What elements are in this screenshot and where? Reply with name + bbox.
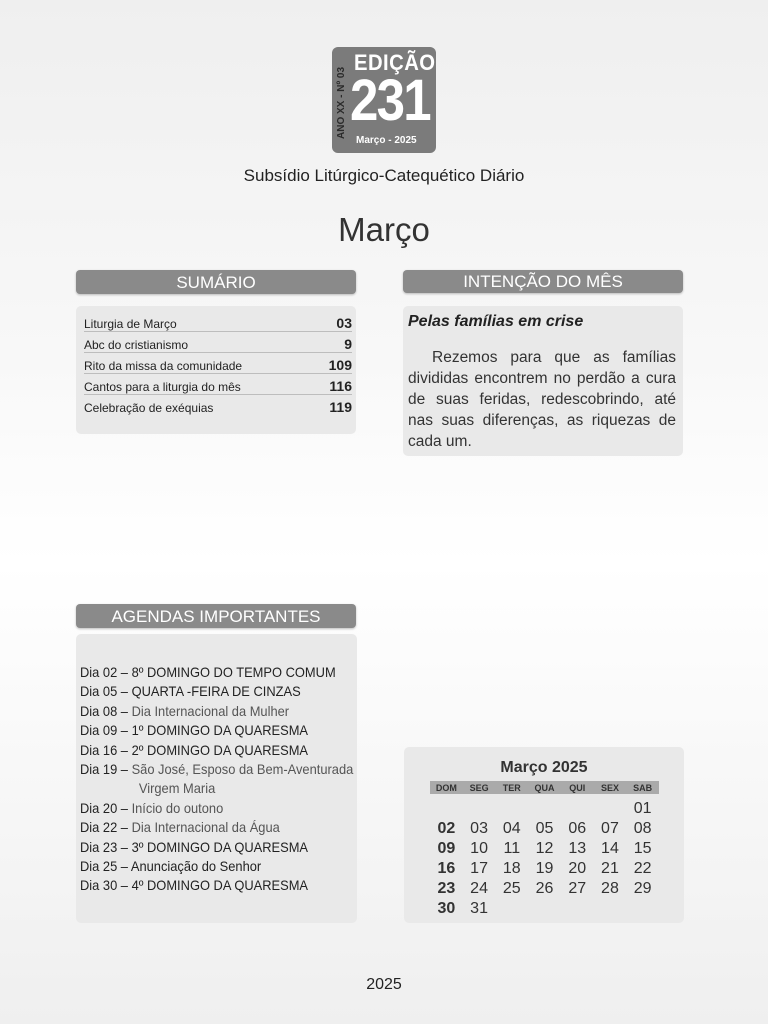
agenda-text: 2º DOMINGO DA QUARESMA	[131, 741, 309, 758]
calendar-day: 19	[535, 860, 554, 877]
calendar-day: 09	[437, 840, 456, 857]
calendar-day: 16	[437, 860, 456, 877]
intention-heading: Pelas famílias em crise	[408, 313, 584, 330]
agenda-item-continuation	[80, 779, 328, 798]
calendar-day: 10	[470, 840, 488, 857]
agenda-text: Anunciação do Senhor	[130, 858, 262, 875]
publication-subtitle: Subsídio Litúrgico-Catequético Diário	[243, 166, 525, 185]
calendar-day	[561, 799, 594, 819]
calendar-day: 03	[470, 820, 488, 837]
agenda-text: Dia Internacional da Água	[131, 819, 280, 836]
summary-item-label: Cantos para a liturgia do mês	[84, 380, 241, 394]
calendar-day	[594, 899, 627, 919]
edition-badge	[332, 47, 436, 153]
calendar-day: 18	[502, 860, 521, 877]
calendar-day: 28	[601, 880, 619, 897]
agenda-text: 4º DOMINGO DA QUARESMA	[131, 877, 309, 894]
calendar-weekday: SEX	[600, 783, 619, 793]
calendar-day: 31	[470, 900, 488, 917]
agenda-text: Início do outono	[131, 799, 224, 816]
calendar-day: 06	[568, 820, 587, 837]
summary-row	[84, 311, 352, 332]
calendar-week	[430, 899, 659, 919]
calendar-week	[430, 819, 659, 839]
footer-year: 2025	[366, 976, 402, 993]
calendar-weekday: QUI	[569, 783, 586, 793]
calendar-day: 15	[633, 840, 652, 857]
agenda-item	[80, 741, 328, 760]
summary-header: SUMÁRIO	[76, 270, 356, 294]
agenda-item	[80, 818, 328, 837]
calendar-day: 21	[601, 860, 619, 877]
agenda-text: 3º DOMINGO DA QUARESMA	[131, 838, 309, 855]
intention-text: Rezemos para que as famílias divididas encontrem no perdão a cura de suas feridas, redescobrindo, até nas suas diferenças, as riquezas de cada um.	[408, 349, 676, 450]
agenda-text: 8º DOMINGO DO TEMPO COMUM	[131, 664, 336, 680]
calendar-day	[528, 799, 561, 819]
summary-list	[84, 311, 352, 415]
summary-item-page: 119	[329, 399, 352, 415]
calendar-week	[430, 799, 659, 819]
calendar-weekday: QUA	[534, 783, 555, 793]
agenda-item	[80, 721, 328, 740]
agenda-text-continuation: Virgem Maria	[138, 780, 216, 797]
calendar-day: 12	[535, 840, 554, 857]
calendar-day: 05	[535, 820, 554, 837]
edition-year-number: ANO XX - Nº 03	[336, 66, 347, 139]
agenda-item	[80, 760, 354, 779]
agenda-text: QUARTA -FEIRA DE CINZAS	[131, 683, 301, 700]
agenda-text: Dia Internacional da Mulher	[131, 702, 290, 719]
calendar-day: 22	[633, 860, 652, 877]
edition-date: Março - 2025	[356, 135, 417, 146]
calendar-day: 14	[601, 840, 619, 857]
summary-item-page: 9	[344, 336, 352, 352]
calendar-weekday: SAB	[633, 783, 653, 793]
calendar-day: 11	[503, 840, 521, 857]
agenda-day: Dia 23 –	[80, 838, 128, 855]
agenda-item	[80, 857, 328, 876]
agenda-day: Dia 30 –	[80, 877, 128, 894]
agenda-text: 1º DOMINGO DA QUARESMA	[131, 722, 309, 739]
calendar-day: 30	[437, 900, 456, 917]
calendar-day: 27	[568, 880, 587, 897]
summary-item-page: 116	[329, 378, 352, 394]
agenda-day: Dia 22 –	[80, 819, 128, 836]
agenda-item	[80, 702, 328, 721]
calendar-day	[528, 899, 561, 919]
calendar-day: 29	[633, 880, 652, 897]
summary-item-label: Abc do cristianismo	[84, 338, 189, 352]
calendar-day: 04	[502, 820, 521, 837]
month-title: Março	[338, 211, 430, 248]
summary-row	[84, 332, 352, 353]
calendar-grid	[430, 799, 659, 919]
agenda-day: Dia 25 –	[80, 858, 128, 875]
agenda-day: Dia 20 –	[80, 799, 128, 816]
calendar-day: 20	[568, 860, 587, 877]
agenda-day: Dia 02 –	[80, 664, 128, 680]
edition-label: EDIÇÃO	[354, 50, 436, 75]
summary-row	[84, 395, 352, 415]
summary-item-label: Liturgia de Março	[84, 317, 177, 331]
calendar-day: 17	[470, 860, 488, 877]
calendar-day: 23	[437, 880, 456, 897]
calendar-day: 13	[568, 840, 587, 857]
agenda-header: AGENDAS IMPORTANTES	[76, 604, 356, 628]
agenda-day: Dia 05 –	[80, 683, 128, 700]
agenda-text: São José, Esposo da Bem-Aventurada	[131, 761, 354, 778]
intention-header: INTENÇÃO DO MÊS	[403, 270, 683, 293]
agenda-item	[80, 799, 328, 818]
calendar-day	[495, 799, 528, 819]
calendar-day: 08	[633, 820, 652, 837]
summary-item-label: Rito da missa da comunidade	[84, 359, 243, 373]
summary-row	[84, 374, 352, 395]
calendar-day	[495, 899, 528, 919]
calendar-day: 07	[601, 820, 619, 837]
agenda-item	[80, 876, 328, 895]
edition-number: 231	[350, 68, 430, 133]
summary-row	[84, 353, 352, 374]
calendar-day: 01	[633, 800, 652, 817]
calendar-day	[561, 899, 594, 919]
calendar-weekday: TER	[502, 783, 521, 793]
agenda-item	[80, 682, 328, 701]
summary-item-page: 03	[336, 315, 352, 331]
calendar-weekday: SEG	[469, 783, 489, 793]
calendar-day: 02	[437, 820, 456, 837]
calendar-day: 25	[502, 880, 521, 897]
agenda-item	[80, 663, 336, 682]
calendar-day: 26	[535, 880, 554, 897]
calendar-day	[626, 899, 659, 919]
summary-item-page: 109	[328, 357, 352, 373]
calendar-weekday-header	[430, 781, 659, 794]
calendar-week	[430, 879, 659, 899]
calendar-day	[463, 799, 496, 819]
agenda-day: Dia 08 –	[80, 702, 128, 719]
agenda-item	[80, 838, 328, 857]
calendar-week	[430, 859, 659, 879]
agenda-day: Dia 19 –	[80, 761, 128, 778]
calendar-day: 24	[470, 880, 488, 897]
agenda-day: Dia 09 –	[80, 722, 128, 739]
summary-item-label: Celebração de exéquias	[84, 401, 214, 415]
agenda-day: Dia 16 –	[80, 741, 128, 758]
agenda-list	[80, 663, 354, 896]
calendar-day	[430, 799, 463, 819]
calendar-day	[594, 799, 627, 819]
calendar-weekday: DOM	[435, 783, 457, 793]
calendar-title: Março 2025	[500, 759, 588, 776]
calendar-week	[430, 839, 659, 859]
